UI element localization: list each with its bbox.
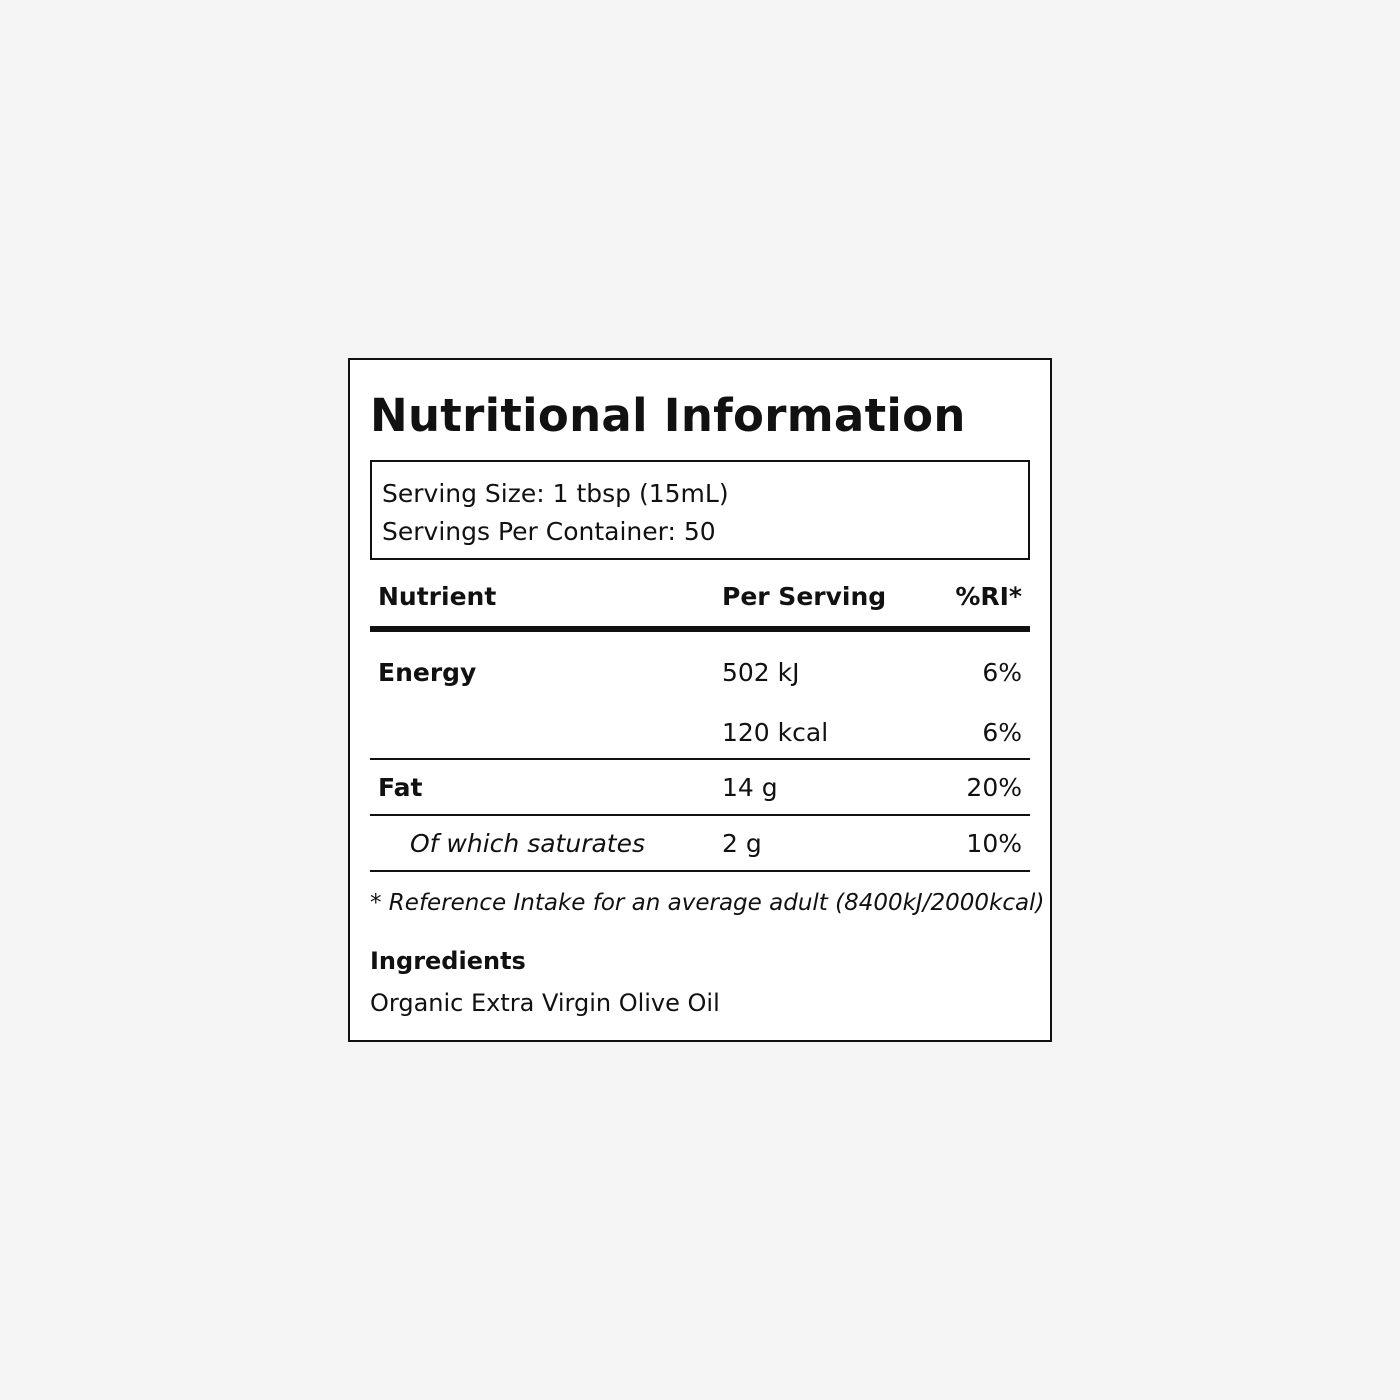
nutrient-name: [370, 706, 714, 759]
ri-value: 6%: [982, 657, 1022, 687]
per-serving-value: 502 kJ: [722, 657, 800, 687]
nutrition-label: [348, 358, 1052, 1042]
per-serving-value: 120 kcal: [714, 706, 904, 759]
per-serving-value: 14 g: [714, 759, 904, 815]
label-title: Nutritional Information: [370, 389, 966, 442]
header-per-serving: Per Serving: [714, 582, 904, 629]
header-ri: %RI*: [904, 582, 1030, 629]
table-row: [370, 706, 1030, 759]
servings-per-container: Servings Per Container: 50: [382, 517, 716, 546]
ingredients-heading: Ingredients: [370, 947, 526, 975]
table-row: [370, 629, 1030, 706]
nutrient-name: Of which saturates: [370, 815, 714, 871]
nutrient-name: Fat: [370, 759, 714, 815]
serving-info-box: [370, 460, 1030, 560]
table-row: [370, 759, 1030, 815]
ri-value: 10%: [904, 815, 1030, 871]
per-serving-value: 2 g: [714, 815, 904, 871]
ri-footnote: * Reference Intake for an average adult (8400kJ/2000kcal): [370, 890, 1045, 916]
nutrient-name: Energy: [378, 657, 477, 687]
ri-value: 20%: [904, 759, 1030, 815]
table-row: [370, 815, 1030, 871]
nutrition-table: [370, 582, 1030, 872]
ri-value: 6%: [904, 706, 1030, 759]
header-nutrient: Nutrient: [370, 582, 714, 629]
table-header-row: [370, 582, 1030, 629]
ingredients-text: Organic Extra Virgin Olive Oil: [370, 989, 720, 1017]
serving-size: Serving Size: 1 tbsp (15mL): [382, 479, 729, 508]
